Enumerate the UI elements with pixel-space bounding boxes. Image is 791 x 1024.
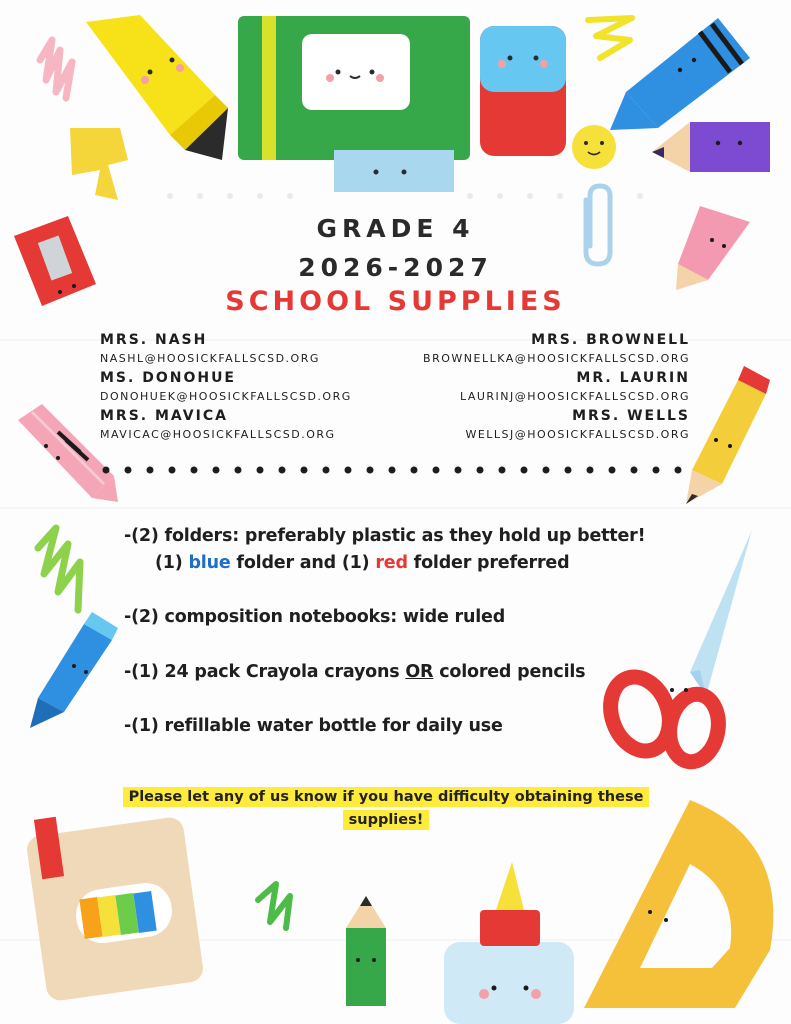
scissors-icon	[601, 530, 752, 766]
teacher-contact	[423, 332, 690, 365]
crayons-after: colored pencils	[433, 662, 586, 682]
crayons-or: OR	[405, 662, 434, 682]
marker-cap-icon	[70, 128, 128, 200]
green-pencil-icon	[346, 896, 386, 1006]
folders-colors-prefix: (1)	[155, 553, 189, 573]
smiley-icon	[572, 125, 616, 169]
teacher-contact	[460, 370, 690, 403]
teacher-contact	[100, 408, 336, 441]
teacher-name: MRS. WELLS	[572, 408, 690, 424]
green-scribble-icon	[38, 528, 80, 610]
teacher-name: MRS. MAVICA	[100, 408, 228, 424]
folders-colors-middle: folder and (1)	[230, 553, 376, 573]
teacher-name: MRS. NASH	[100, 332, 208, 348]
crayon-box-icon	[25, 816, 205, 1002]
supply-item-folders-colors	[155, 553, 569, 573]
teacher-email[interactable]: NASHL@HOOSICKFALLSCSD.ORG	[100, 352, 320, 365]
supply-item-water-bottle: -(1) refillable water bottle for daily use	[124, 716, 503, 736]
teacher-email[interactable]: LAURINJ@HOOSICKFALLSCSD.ORG	[459, 390, 690, 403]
eraser-icon	[480, 26, 566, 156]
teacher-contact	[100, 370, 352, 403]
glue-icon	[444, 862, 574, 1024]
teacher-email[interactable]: MAVICAC@HOOSICKFALLSCSD.ORG	[100, 428, 336, 441]
teacher-name: MR. LAURIN	[576, 370, 690, 386]
school-supplies-title: SCHOOL SUPPLIES	[225, 286, 566, 317]
difficulty-note	[116, 786, 656, 832]
teacher-email[interactable]: BROWNELLKA@HOOSICKFALLSCSD.ORG	[423, 352, 690, 365]
grade-heading: GRADE 4	[316, 214, 475, 243]
folders-colors-suffix: folder preferred	[407, 553, 570, 573]
pencil-icon	[652, 122, 770, 172]
teacher-contact	[465, 408, 690, 441]
yellow-scribble-icon	[588, 18, 632, 58]
difficulty-note-text: Please let any of us know if you have difficulty obtaining these supplies!	[123, 787, 650, 830]
marker-icon	[30, 612, 118, 728]
teacher-name: MRS. BROWNELL	[531, 332, 690, 348]
dotted-separator	[103, 467, 682, 474]
pink-scribble-icon	[40, 40, 72, 98]
teacher-name: MS. DONOHUE	[100, 370, 236, 386]
tape-icon	[334, 150, 454, 192]
green-scribble-bottom-icon	[258, 884, 290, 928]
dotted-line-top	[167, 193, 643, 199]
teacher-email[interactable]: DONOHUEK@HOOSICKFALLSCSD.ORG	[100, 390, 352, 403]
crayons-before: -(1) 24 pack Crayola crayons	[124, 662, 406, 682]
teacher-contact	[100, 332, 320, 365]
supply-item-folders: -(2) folders: preferably plastic as they hold up better!	[124, 526, 646, 546]
blue-word: blue	[188, 553, 231, 573]
teacher-email[interactable]: WELLSJ@HOOSICKFALLSCSD.ORG	[465, 428, 690, 441]
crayon-icon	[610, 18, 750, 130]
yellow-pencil-icon	[686, 366, 770, 504]
school-year-heading: 2026-2027	[298, 253, 493, 282]
red-word: red	[375, 553, 408, 573]
supply-item-notebooks: -(2) composition notebooks: wide ruled	[124, 607, 506, 627]
notebook-icon	[238, 16, 470, 160]
supply-item-crayons	[124, 662, 585, 682]
